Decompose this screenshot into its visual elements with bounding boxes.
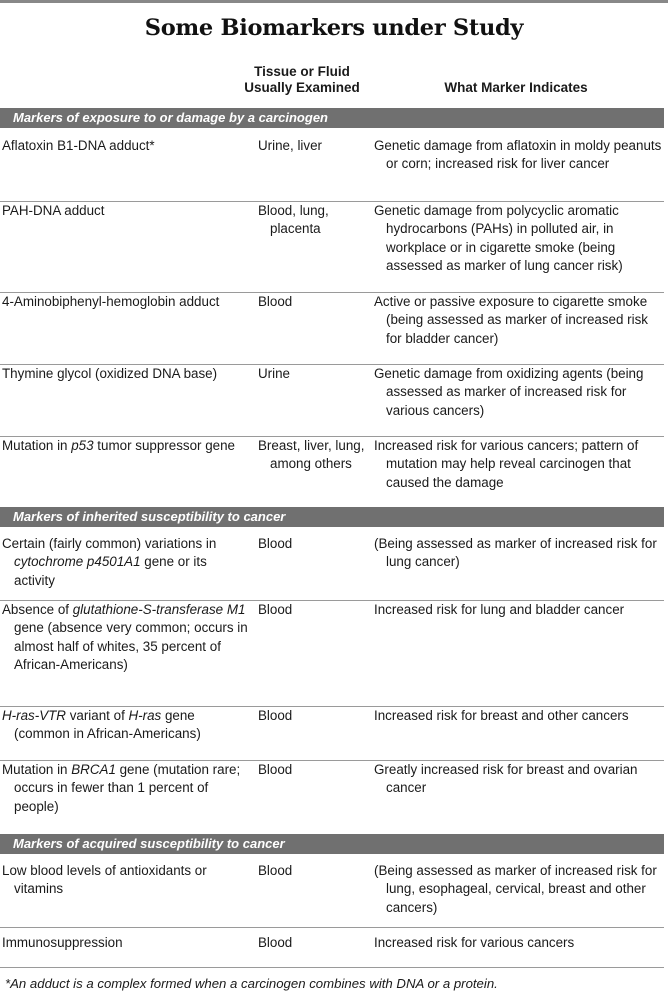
marker-text: Mutation in — [2, 438, 72, 453]
tissue-cell: Blood — [258, 935, 293, 950]
table-row — [0, 601, 664, 707]
gene-name: H-ras — [128, 708, 162, 723]
footnote: *An adduct is a complex formed when a carcinogen combines with DNA or a protein. — [5, 976, 498, 991]
section-header-inherited: Markers of inherited susceptibility to cancer — [0, 507, 664, 527]
tissue-cell: Blood — [258, 762, 293, 777]
gene-name: H-ras-VTR — [2, 708, 66, 723]
tissue-cell: Blood — [258, 863, 293, 878]
indicates-cell: Active or passive exposure to cigarette smoke (being assessed as marker of increased risk for bladder cancer) — [374, 294, 648, 346]
indicates-cell: (Being assessed as marker of increased risk for lung, esophageal, cervical, breast and other cancers) — [374, 863, 657, 915]
table-row — [0, 365, 664, 437]
marker-cell: Thymine glycol (oxidized DNA base) — [2, 366, 218, 381]
marker-text: tumor suppressor gene — [93, 438, 235, 453]
marker-cell: PAH-DNA adduct — [2, 203, 105, 218]
marker-cell — [2, 601, 248, 674]
table-row — [0, 137, 664, 202]
column-header-tissue-line1: Tissue or Fluid — [254, 64, 350, 79]
marker-text: gene (absence very common; occurs in almost half of whites, 35 percent of African-Americans) — [14, 620, 248, 672]
gene-name: cytochrome p4501A1 — [14, 554, 141, 570]
column-header-tissue-line2: Usually Examined — [244, 80, 360, 95]
table-row — [0, 862, 664, 928]
row-divider — [0, 967, 664, 968]
tissue-cell: Blood — [258, 294, 293, 309]
marker-text: gene or its activity — [14, 554, 207, 588]
table-row — [0, 707, 664, 761]
tissue-cell: Blood — [258, 602, 293, 617]
marker-text: Mutation in — [2, 762, 72, 777]
tissue-cell: Blood, lung, placenta — [258, 203, 329, 237]
indicates-cell: Genetic damage from aflatoxin in moldy peanuts or corn; increased risk for liver cancer — [374, 138, 662, 172]
table-row — [0, 202, 664, 293]
column-header-indicates: What Marker Indicates — [444, 80, 588, 95]
marker-cell — [2, 761, 248, 816]
section-header-acquired: Markers of acquired susceptibility to cancer — [0, 834, 664, 854]
marker-text: variant of — [65, 708, 129, 723]
gene-name: BRCA1 — [71, 762, 116, 777]
table-row — [0, 535, 664, 601]
table-row — [0, 761, 664, 832]
tissue-cell: Breast, liver, lung, among others — [258, 438, 365, 472]
indicates-cell: Increased risk for lung and bladder cancer — [374, 602, 625, 617]
page-title: Some Biomarkers under Study — [144, 15, 524, 41]
section-header-exposure: Markers of exposure to or damage by a carcinogen — [0, 108, 664, 128]
indicates-cell: Genetic damage from polycyclic aromatic hydrocarbons (PAHs) in polluted air, in workplace or in cigarette smoke (being assessed as marker of lung cancer risk) — [374, 203, 623, 273]
top-rule — [0, 0, 668, 3]
indicates-cell: (Being assessed as marker of increased risk for lung cancer) — [374, 536, 657, 570]
marker-cell — [2, 535, 248, 590]
tissue-cell: Urine — [258, 366, 290, 381]
tissue-cell: Urine, liver — [258, 138, 322, 153]
table-row — [0, 437, 664, 507]
indicates-cell: Increased risk for breast and other cancers — [374, 708, 629, 723]
gene-name: p53 — [71, 438, 94, 453]
marker-text: Absence of — [2, 602, 73, 617]
column-header-tissue — [234, 64, 370, 96]
tissue-cell: Blood — [258, 708, 293, 723]
table-row — [0, 293, 664, 365]
marker-cell — [2, 437, 248, 455]
gene-name: glutathione-S- — [72, 602, 157, 617]
tissue-cell: Blood — [258, 536, 293, 551]
indicates-cell: Greatly increased risk for breast and ovarian cancer — [374, 762, 638, 796]
indicates-cell: Genetic damage from oxidizing agents (being assessed as marker of increased risk for various cancers) — [374, 366, 644, 418]
marker-text: gene (common in African-Americans) — [14, 708, 201, 742]
marker-cell: 4-Aminobiphenyl-hemoglobin adduct — [2, 294, 220, 309]
gene-name: transferase M1 — [156, 602, 246, 617]
marker-cell: Low blood levels of antioxidants or vitamins — [2, 863, 207, 897]
marker-cell: Immunosuppression — [2, 935, 123, 950]
marker-cell: Aflatoxin B1-DNA adduct* — [2, 138, 155, 153]
marker-cell — [2, 707, 248, 744]
row-divider — [0, 927, 664, 928]
table-row — [0, 934, 664, 968]
marker-text: gene (mutation rare; occurs in fewer than 1 percent of people) — [14, 762, 241, 814]
marker-text: Certain (fairly common) variations in — [2, 536, 217, 551]
indicates-cell: Increased risk for various cancers — [374, 935, 575, 950]
indicates-cell: Increased risk for various cancers; pattern of mutation may help reveal carcinogen that caused the damage — [374, 438, 639, 490]
